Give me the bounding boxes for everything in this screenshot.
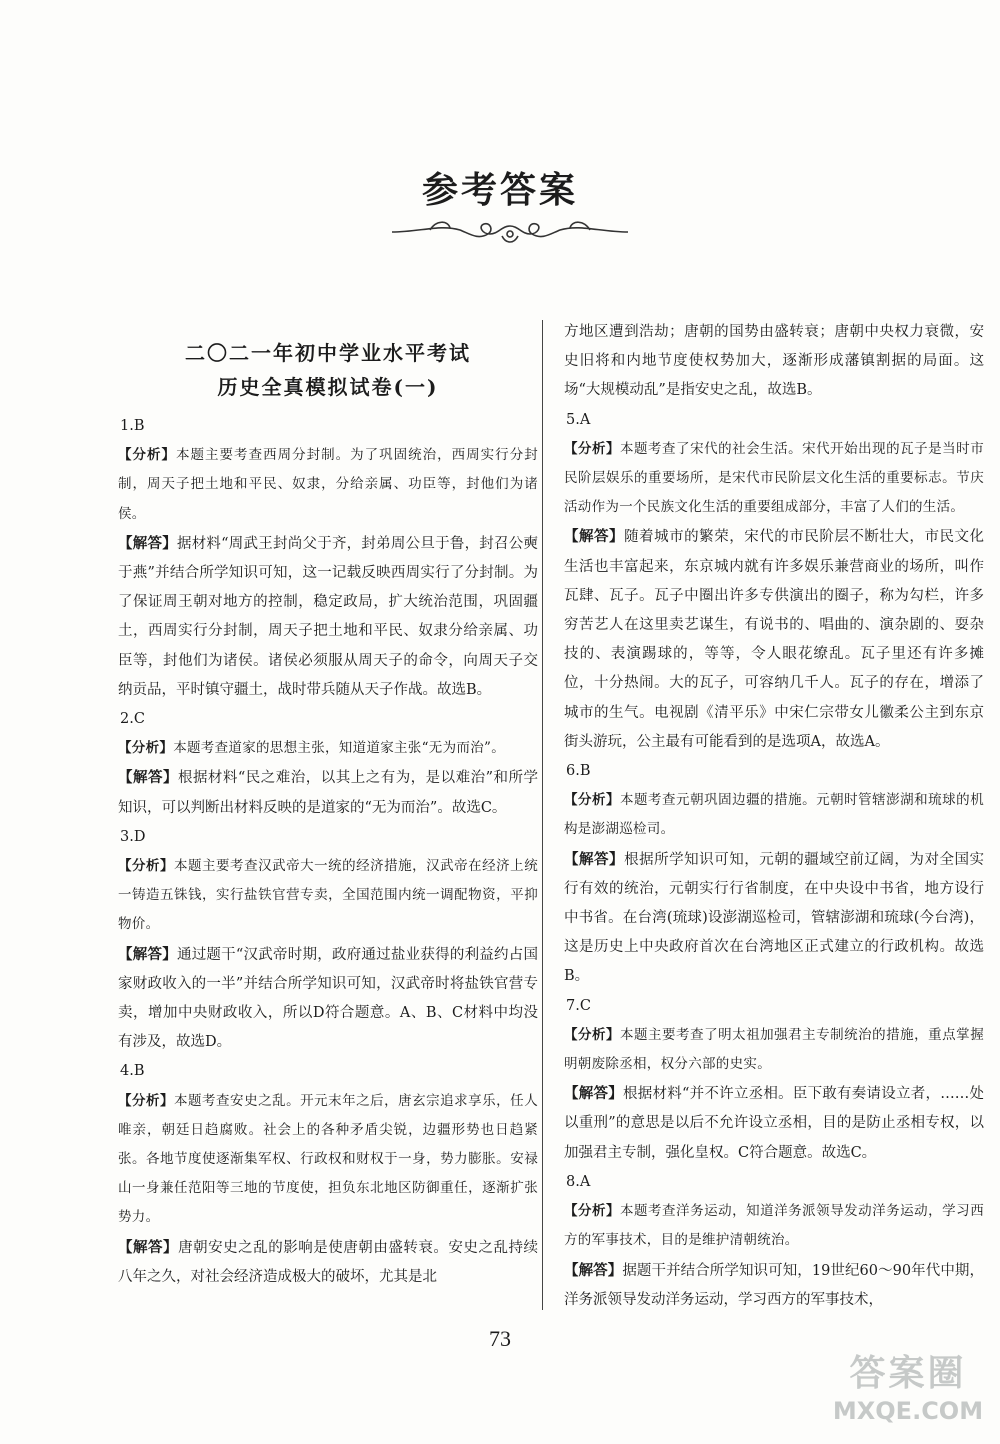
answer-label: 【解答】 [118, 534, 177, 552]
question-5-number: 5.A [566, 411, 591, 428]
title-ornament [390, 210, 630, 250]
watermark-logo-text: 答案圈 [849, 1353, 967, 1394]
question-8-number: 8.A [566, 1173, 591, 1190]
left-column [118, 318, 538, 1292]
question-7-analysis [564, 1021, 984, 1079]
analysis-label: 【分析】 [564, 440, 621, 457]
question-4-number: 4.B [120, 1063, 145, 1080]
analysis-text: 本题考查道家的思想主张，知道道家主张“无为而治”。 [173, 740, 506, 757]
question-4-answer [118, 1233, 538, 1292]
answer-text: 据材料“周武王封尚父于齐，封弟周公旦于鲁，封召公奭于燕”并结合所学知识可知，这一记载反映西周实行了分封制。为了保证周王朝对地方的控制，稳定政局，扩大统治范围，巩固疆土，西周实行分封制，周天子把土地和平民、奴隶分给亲属、功臣等，封他们为诸侯。诸侯必须服从周天子的命令，向周天子交纳贡品，平时镇守疆土，战时带兵随从天子作战。故选B。 [118, 535, 539, 698]
question-1-number: 1.B [120, 418, 145, 434]
analysis-text: 本题考查了宋代的社会生活。宋代开始出现的瓦子是当时市民阶层娱乐的重要场所，是宋代市民阶层文化生活的重要标志。节庆活动作为一个民族文化生活的重要组成部分，丰富了人们的生活。 [564, 440, 984, 516]
analysis-text: 本题考查洋务运动，知道洋务派领导发动洋务运动，学习西方的军事技术，目的是维护清朝统治。 [564, 1203, 984, 1249]
watermark-logo [822, 1352, 994, 1438]
analysis-text: 本题主要考查汉武帝大一统的经济措施，汉武帝在经济上统一铸造五铢钱，实行盐铁官营专卖，全国范围内统一调配物资，平抑物价。 [118, 858, 538, 933]
answer-label: 【解答】 [118, 1238, 179, 1256]
question-5-analysis [564, 435, 984, 523]
analysis-text: 本题主要考查了明太祖加强君主专制统治的措施，重点掌握明朝废除丞相，权分六部的史实。 [564, 1026, 984, 1073]
question-4-answer-continued: 方地区遭到浩劫；唐朝的国势由盛转衰；唐朝中央权力衰微，安史旧将和内地节度使权势加大，逐渐形成藩镇割据的局面。这场“大规模动乱”是指安史之乱，故选B。 [564, 324, 984, 399]
answer-text: 根据材料“并不许立丞相。臣下敢有奏请设立者，……处以重刑”的意思是以后不允许设立丞相，目的是防止丞相专权，以加强君主专制，强化皇权。C符合题意。故选C。 [564, 1086, 984, 1161]
question-3-number: 3.D [120, 828, 146, 845]
question-1-analysis [118, 441, 538, 529]
analysis-label: 【分析】 [564, 1026, 621, 1043]
analysis-label: 【分析】 [564, 792, 621, 809]
answer-text: 通过题干“汉武帝时期，政府通过盐业获得的利益约占国家财政收入的一半”并结合所学知识可知，汉武帝时将盐铁官营专卖，增加中央财政收入，所以D符合题意。A、B、C材料中均没有涉及，故选D。 [118, 946, 539, 1051]
answer-label: 【解答】 [118, 769, 178, 787]
answer-text: 随着城市的繁荣，宋代的市民阶层不断壮大，市民文化生活也丰富起来，东京城内就有许多娱乐兼营商业的场所，叫作瓦肆、瓦子。瓦子中圈出许多专供演出的圈子，称为勾栏，许多穷苦艺人在这里卖艺谋生，有说书的、唱曲的、演杂剧的、耍杂技的、表演踢球的，等等，令人眼花缭乱。瓦子里还有许多摊位，十分热闹。大的瓦子，可容纳几千人。瓦子的存在，增添了城市的生气。电视剧《清平乐》中宋仁宗带女儿徽柔公主到东京街头游玩，公主最有可能看到的是选项A，故选A。 [564, 529, 985, 750]
question-3-answer [118, 940, 538, 1058]
question-2-answer [118, 763, 538, 822]
analysis-label: 【分析】 [118, 858, 175, 875]
question-8-analysis [564, 1197, 984, 1255]
question-6-number: 6.B [566, 763, 591, 780]
paper-title-line-2: 历史全真模拟试卷(一) [217, 375, 439, 399]
answer-label: 【解答】 [564, 850, 625, 868]
question-7-number: 7.C [566, 997, 591, 1014]
answer-label: 【解答】 [564, 1085, 623, 1103]
watermark-url: MXQE.COM [832, 1397, 984, 1425]
analysis-label: 【分析】 [118, 1092, 175, 1109]
answer-text: 唐朝安史之乱的影响是使唐朝由盛转衰。安史之乱持续八年之久，对社会经济造成极大的破坏，尤其是北 [118, 1239, 539, 1285]
page-title: 参考答案 [421, 169, 578, 211]
question-6-answer [564, 845, 984, 992]
answer-label: 【解答】 [564, 1261, 623, 1279]
answer-text: 根据材料“民之难治，以其上之有为，是以难治”和所学知识，可以判断出材料反映的是道家的“无为而治”。故选C。 [118, 770, 538, 816]
analysis-text: 本题考查元朝巩固边疆的措施。元朝时管辖澎湖和琉球的机构是澎湖巡检司。 [564, 792, 984, 838]
column-divider [542, 320, 543, 1310]
page-number: 73 [489, 1326, 511, 1351]
question-2-number: 2.C [120, 711, 145, 728]
analysis-label: 【分析】 [118, 447, 177, 464]
paper-title-line-1: 二〇二一年初中学业水平考试 [185, 341, 471, 365]
analysis-label: 【分析】 [118, 740, 174, 757]
analysis-text: 本题考查安史之乱。开元末年之后，唐玄宗追求享乐，任人唯亲，朝廷日趋腐败。社会上的各种矛盾尖锐，边疆形势也日趋紧张。各地节度使逐渐集军权、行政权和财权于一身，势力膨胀。安禄山一身兼任范阳等三地的节度使，担负东北地区防御重任，逐渐扩张势力。 [118, 1092, 538, 1226]
question-3-analysis [118, 852, 538, 940]
answer-text: 据题干并结合所学知识可知，19世纪60～90年代中期，洋务派领导发动洋务运动，学习西方的军事技术， [564, 1262, 985, 1308]
question-8-answer [564, 1256, 984, 1315]
right-column [564, 318, 984, 1315]
answer-label: 【解答】 [564, 528, 625, 546]
question-6-analysis [564, 786, 984, 844]
answer-label: 【解答】 [118, 945, 177, 963]
analysis-label: 【分析】 [564, 1203, 621, 1220]
question-5-answer [564, 522, 984, 757]
question-4-analysis [118, 1087, 538, 1233]
answer-text: 根据所学知识可知，元朝的疆域空前辽阔，为对全国实行有效的统治，元朝实行行省制度，在中央设中书省，地方设行中书省。在台湾(琉球)设澎湖巡检司，管辖澎湖和琉球(今台湾)，这是历史上中央政府首次在台湾地区正式建立的行政机构。故选B。 [564, 851, 985, 985]
analysis-text: 本题主要考查西周分封制。为了巩固统治，西周实行分封制，周天子把土地和平民、奴隶，分给亲属、功臣等，封他们为诸侯。 [118, 447, 538, 522]
question-1-answer [118, 529, 538, 705]
question-2-analysis [118, 734, 538, 763]
question-7-answer [564, 1079, 984, 1168]
